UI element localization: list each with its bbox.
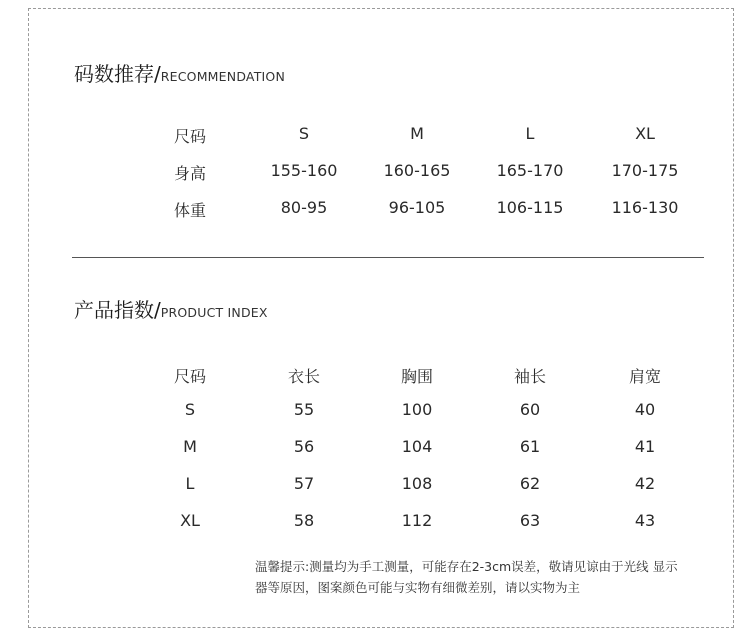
recommendation-title-cn: 码数推荐/ xyxy=(74,62,161,86)
product-index-title-cn: 产品指数/ xyxy=(74,298,161,322)
product-index-cell-r2-c2: 104 xyxy=(401,437,433,456)
product-index-cell-r3-c1: 57 xyxy=(293,474,315,493)
product-index-cell-r1-c2: 100 xyxy=(401,400,433,419)
product-index-cell-r2-c0: M xyxy=(183,437,197,456)
product-index-cell-r3-c2: 108 xyxy=(401,474,433,493)
recommendation-cell-r2-c0: 体重 xyxy=(173,201,207,220)
recommendation-cell-r0-c2: M xyxy=(410,124,424,143)
product-index-cell-r2-c3: 61 xyxy=(519,437,541,456)
product-index-cell-r3-c3: 62 xyxy=(519,474,541,493)
product-index-cell-r1-c1: 55 xyxy=(293,400,315,419)
recommendation-cell-r0-c3: L xyxy=(525,124,535,143)
product-index-cell-r2-c4: 41 xyxy=(634,437,656,456)
notice-text xyxy=(255,556,710,598)
product-index-cell-r1-c4: 40 xyxy=(634,400,656,419)
product-index-cell-r4-c1: 58 xyxy=(293,511,315,530)
notice-line-2: 器等原因，图案颜色可能与实物有细微差别，请以实物为主 xyxy=(255,580,581,595)
product-index-cell-r0-c1: 衣长 xyxy=(287,367,321,386)
recommendation-cell-r2-c3: 106-115 xyxy=(496,198,564,217)
product-index-cell-r3-c0: L xyxy=(185,474,195,493)
recommendation-cell-r1-c3: 165-170 xyxy=(496,161,564,180)
recommendation-cell-r1-c2: 160-165 xyxy=(383,161,451,180)
recommendation-cell-r2-c1: 80-95 xyxy=(280,198,328,217)
recommendation-cell-r2-c2: 96-105 xyxy=(388,198,446,217)
product-index-cell-r0-c3: 袖长 xyxy=(513,367,547,386)
recommendation-cell-r1-c1: 155-160 xyxy=(270,161,338,180)
recommendation-title-en: RECOMMENDATION xyxy=(160,69,286,84)
product-index-cell-r4-c3: 63 xyxy=(519,511,541,530)
product-index-cell-r1-c3: 60 xyxy=(519,400,541,419)
recommendation-cell-r0-c0: 尺码 xyxy=(173,127,207,146)
product-index-title-en: PRODUCT INDEX xyxy=(160,305,268,320)
recommendation-cell-r1-c4: 170-175 xyxy=(611,161,679,180)
recommendation-cell-r0-c4: XL xyxy=(635,124,655,143)
product-index-cell-r0-c2: 胸围 xyxy=(400,367,434,386)
product-index-cell-r0-c4: 肩宽 xyxy=(628,367,662,386)
recommendation-cell-r2-c4: 116-130 xyxy=(611,198,679,217)
product-index-cell-r3-c4: 42 xyxy=(634,474,656,493)
product-index-cell-r1-c0: S xyxy=(184,400,196,419)
product-index-cell-r2-c1: 56 xyxy=(293,437,315,456)
recommendation-cell-r1-c0: 身高 xyxy=(173,164,207,183)
product-index-cell-r0-c0: 尺码 xyxy=(173,367,207,386)
product-index-cell-r4-c2: 112 xyxy=(401,511,433,530)
notice-line-1: 温馨提示:测量均为手工测量，可能存在2-3cm误差，敬请见谅由于光线 显示 xyxy=(255,559,678,574)
recommendation-cell-r0-c1: S xyxy=(298,124,310,143)
product-index-cell-r4-c0: XL xyxy=(180,511,200,530)
product-index-cell-r4-c4: 43 xyxy=(634,511,656,530)
